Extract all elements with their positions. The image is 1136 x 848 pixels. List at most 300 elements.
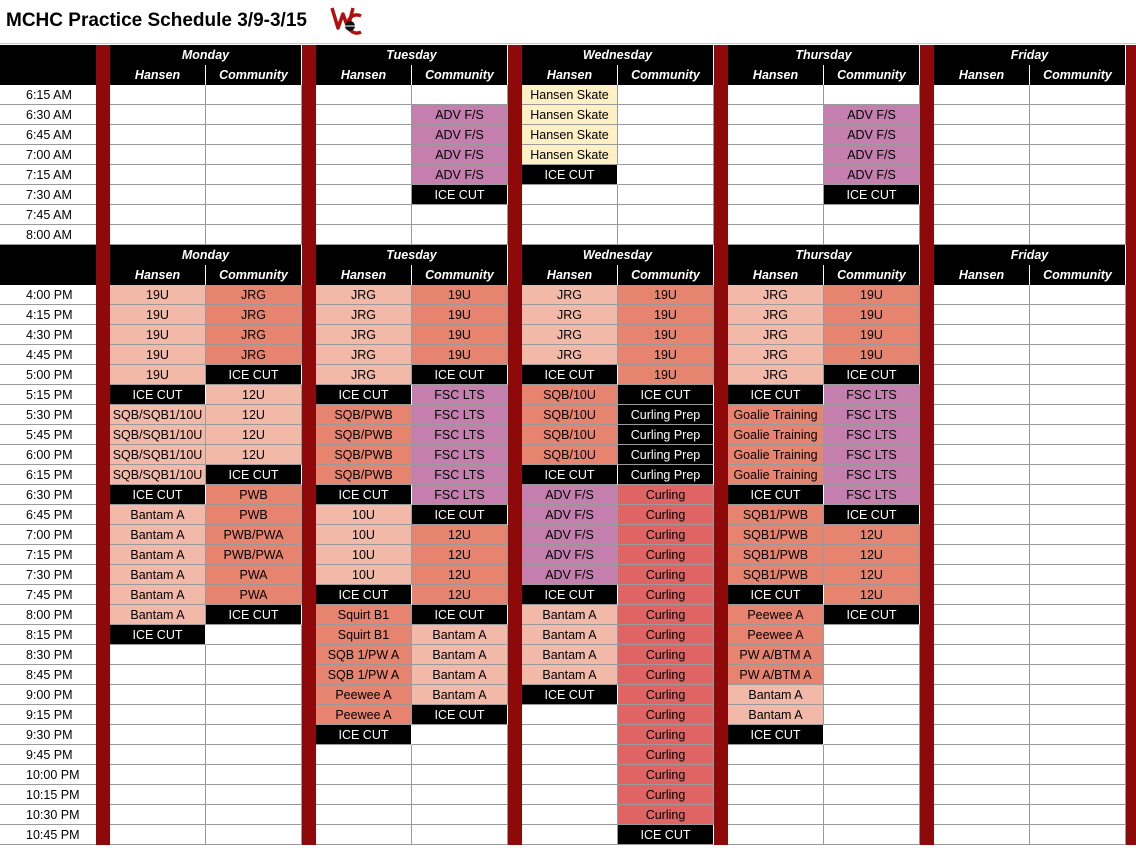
- empty-slot: [206, 785, 302, 805]
- time-label: 10:45 PM: [0, 825, 96, 845]
- empty-slot: [522, 725, 618, 745]
- header-corner: [0, 45, 96, 65]
- rink-header-hansen: Hansen: [728, 265, 824, 285]
- session-cell: 10U: [316, 545, 412, 565]
- time-label: 7:00 AM: [0, 145, 96, 165]
- empty-slot: [1030, 85, 1126, 105]
- session-cell: 19U: [110, 305, 206, 325]
- session-cell: ADV F/S: [522, 505, 618, 525]
- empty-slot: [824, 765, 920, 785]
- session-cell: JRG: [728, 345, 824, 365]
- empty-slot: [206, 665, 302, 685]
- time-label: 10:30 PM: [0, 805, 96, 825]
- time-label: 5:15 PM: [0, 385, 96, 405]
- session-cell: ICE CUT: [728, 485, 824, 505]
- empty-slot: [728, 225, 824, 245]
- empty-slot: [1030, 205, 1126, 225]
- session-cell: ICE CUT: [618, 385, 714, 405]
- empty-slot: [206, 645, 302, 665]
- empty-slot: [1030, 525, 1126, 545]
- session-cell: ICE CUT: [110, 625, 206, 645]
- empty-slot: [618, 225, 714, 245]
- session-cell: FSC LTS: [412, 425, 508, 445]
- empty-slot: [934, 545, 1030, 565]
- session-cell: SQB/SQB1/10U: [110, 465, 206, 485]
- session-cell: Bantam A: [522, 625, 618, 645]
- rink-header-hansen: Hansen: [316, 65, 412, 85]
- session-cell: SQB/PWB: [316, 425, 412, 445]
- session-cell: Curling Prep: [618, 465, 714, 485]
- session-cell: FSC LTS: [412, 465, 508, 485]
- rink-header-hansen: Hansen: [522, 265, 618, 285]
- empty-slot: [728, 185, 824, 205]
- empty-slot: [1030, 705, 1126, 725]
- time-label: 8:00 PM: [0, 605, 96, 625]
- empty-slot: [1030, 225, 1126, 245]
- session-cell: ICE CUT: [522, 365, 618, 385]
- time-label: 6:30 AM: [0, 105, 96, 125]
- empty-slot: [206, 725, 302, 745]
- empty-slot: [316, 145, 412, 165]
- empty-slot: [522, 825, 618, 845]
- page-title: MCHC Practice Schedule 3/9-3/15: [6, 10, 307, 31]
- session-cell: Hansen Skate: [522, 145, 618, 165]
- rink-header-community: Community: [412, 265, 508, 285]
- empty-slot: [1030, 185, 1126, 205]
- session-cell: 19U: [618, 325, 714, 345]
- session-cell: ADV F/S: [522, 545, 618, 565]
- empty-slot: [110, 825, 206, 845]
- session-cell: Squirt B1: [316, 625, 412, 645]
- session-cell: SQB/SQB1/10U: [110, 425, 206, 445]
- session-cell: SQB/PWB: [316, 465, 412, 485]
- session-cell: PWB: [206, 485, 302, 505]
- session-cell: PW A/BTM A: [728, 645, 824, 665]
- rink-header-hansen: Hansen: [110, 65, 206, 85]
- time-label: 9:00 PM: [0, 685, 96, 705]
- empty-slot: [934, 465, 1030, 485]
- empty-slot: [934, 345, 1030, 365]
- empty-slot: [1030, 105, 1126, 125]
- session-cell: Peewee A: [728, 625, 824, 645]
- session-cell: Curling: [618, 565, 714, 585]
- day-header-thursday: Thursday: [728, 45, 920, 65]
- session-cell: ADV F/S: [522, 565, 618, 585]
- session-cell: ICE CUT: [412, 365, 508, 385]
- empty-slot: [824, 825, 920, 845]
- empty-slot: [824, 665, 920, 685]
- session-cell: SQB/10U: [522, 385, 618, 405]
- day-header-friday: Friday: [934, 45, 1126, 65]
- session-cell: PWB: [206, 505, 302, 525]
- empty-slot: [934, 805, 1030, 825]
- time-label: 4:30 PM: [0, 325, 96, 345]
- title-bar: [0, 0, 1136, 44]
- empty-slot: [522, 205, 618, 225]
- session-cell: Bantam A: [522, 605, 618, 625]
- time-label: 7:45 PM: [0, 585, 96, 605]
- rink-header-community: Community: [412, 65, 508, 85]
- empty-slot: [206, 185, 302, 205]
- session-cell: JRG: [316, 285, 412, 305]
- session-cell: 19U: [618, 285, 714, 305]
- session-cell: SQB 1/PW A: [316, 645, 412, 665]
- time-label: 7:45 AM: [0, 205, 96, 225]
- session-cell: Curling Prep: [618, 425, 714, 445]
- empty-slot: [934, 645, 1030, 665]
- session-cell: ICE CUT: [522, 685, 618, 705]
- session-cell: 19U: [110, 365, 206, 385]
- empty-slot: [934, 825, 1030, 845]
- day-header-tuesday: Tuesday: [316, 45, 508, 65]
- empty-slot: [1030, 445, 1126, 465]
- session-cell: Bantam A: [522, 665, 618, 685]
- empty-slot: [824, 85, 920, 105]
- empty-slot: [728, 105, 824, 125]
- empty-slot: [206, 745, 302, 765]
- empty-slot: [728, 785, 824, 805]
- time-label: 10:00 PM: [0, 765, 96, 785]
- session-cell: ICE CUT: [412, 705, 508, 725]
- day-header-wednesday: Wednesday: [522, 245, 714, 265]
- empty-slot: [110, 745, 206, 765]
- empty-slot: [110, 645, 206, 665]
- session-cell: 12U: [206, 445, 302, 465]
- empty-slot: [1030, 725, 1126, 745]
- session-cell: 10U: [316, 505, 412, 525]
- session-cell: 12U: [824, 545, 920, 565]
- time-label: 4:15 PM: [0, 305, 96, 325]
- session-cell: ICE CUT: [824, 365, 920, 385]
- empty-slot: [1030, 125, 1126, 145]
- header-corner: [0, 265, 96, 285]
- session-cell: 12U: [206, 385, 302, 405]
- session-cell: PW A/BTM A: [728, 665, 824, 685]
- session-cell: 12U: [412, 545, 508, 565]
- empty-slot: [934, 365, 1030, 385]
- rink-header-hansen: Hansen: [934, 65, 1030, 85]
- empty-slot: [110, 725, 206, 745]
- empty-slot: [206, 765, 302, 785]
- session-cell: ADV F/S: [522, 485, 618, 505]
- session-cell: 19U: [412, 305, 508, 325]
- empty-slot: [1030, 425, 1126, 445]
- empty-slot: [934, 305, 1030, 325]
- empty-slot: [316, 805, 412, 825]
- session-cell: JRG: [728, 305, 824, 325]
- session-cell: Bantam A: [412, 685, 508, 705]
- session-cell: 12U: [206, 405, 302, 425]
- time-label: 9:45 PM: [0, 745, 96, 765]
- empty-slot: [316, 765, 412, 785]
- empty-slot: [110, 225, 206, 245]
- empty-slot: [522, 765, 618, 785]
- session-cell: ICE CUT: [110, 485, 206, 505]
- empty-slot: [934, 385, 1030, 405]
- session-cell: Curling: [618, 525, 714, 545]
- empty-slot: [934, 525, 1030, 545]
- empty-slot: [934, 605, 1030, 625]
- session-cell: ADV F/S: [824, 105, 920, 125]
- empty-slot: [824, 225, 920, 245]
- empty-slot: [412, 725, 508, 745]
- empty-slot: [110, 205, 206, 225]
- session-cell: Goalie Training: [728, 425, 824, 445]
- empty-slot: [1030, 165, 1126, 185]
- session-cell: Curling: [618, 585, 714, 605]
- empty-slot: [316, 785, 412, 805]
- empty-slot: [728, 125, 824, 145]
- session-cell: JRG: [522, 305, 618, 325]
- empty-slot: [412, 225, 508, 245]
- time-label: 8:00 AM: [0, 225, 96, 245]
- time-label: 8:30 PM: [0, 645, 96, 665]
- session-cell: Bantam A: [110, 525, 206, 545]
- rink-header-community: Community: [206, 65, 302, 85]
- empty-slot: [1030, 585, 1126, 605]
- session-cell: ADV F/S: [412, 105, 508, 125]
- time-label: 4:45 PM: [0, 345, 96, 365]
- empty-slot: [206, 805, 302, 825]
- session-cell: 12U: [206, 425, 302, 445]
- empty-slot: [110, 765, 206, 785]
- session-cell: JRG: [316, 305, 412, 325]
- empty-slot: [1030, 565, 1126, 585]
- empty-slot: [110, 105, 206, 125]
- empty-slot: [1030, 145, 1126, 165]
- session-cell: Bantam A: [412, 625, 508, 645]
- session-cell: ICE CUT: [728, 385, 824, 405]
- session-cell: PWB/PWA: [206, 525, 302, 545]
- session-cell: ICE CUT: [110, 385, 206, 405]
- empty-slot: [728, 745, 824, 765]
- empty-slot: [934, 705, 1030, 725]
- session-cell: JRG: [206, 285, 302, 305]
- session-cell: Curling Prep: [618, 445, 714, 465]
- empty-slot: [110, 85, 206, 105]
- empty-slot: [1030, 365, 1126, 385]
- time-label: 5:30 PM: [0, 405, 96, 425]
- day-header-monday: Monday: [110, 245, 302, 265]
- session-cell: FSC LTS: [824, 405, 920, 425]
- session-cell: JRG: [206, 305, 302, 325]
- time-label: 10:15 PM: [0, 785, 96, 805]
- time-label: 6:00 PM: [0, 445, 96, 465]
- empty-slot: [1030, 325, 1126, 345]
- empty-slot: [934, 565, 1030, 585]
- empty-slot: [728, 765, 824, 785]
- session-cell: 19U: [824, 345, 920, 365]
- empty-slot: [206, 705, 302, 725]
- empty-slot: [206, 625, 302, 645]
- empty-slot: [934, 725, 1030, 745]
- day-divider: [714, 45, 728, 845]
- empty-slot: [934, 505, 1030, 525]
- empty-slot: [934, 785, 1030, 805]
- time-label: 6:45 AM: [0, 125, 96, 145]
- session-cell: ADV F/S: [412, 165, 508, 185]
- empty-slot: [110, 805, 206, 825]
- empty-slot: [824, 685, 920, 705]
- session-cell: Bantam A: [412, 665, 508, 685]
- schedule-grid: [0, 45, 1136, 845]
- rink-header-community: Community: [824, 265, 920, 285]
- empty-slot: [728, 165, 824, 185]
- empty-slot: [316, 185, 412, 205]
- session-cell: 12U: [412, 565, 508, 585]
- session-cell: JRG: [728, 285, 824, 305]
- empty-slot: [934, 205, 1030, 225]
- empty-slot: [728, 85, 824, 105]
- session-cell: PWA: [206, 585, 302, 605]
- empty-slot: [316, 825, 412, 845]
- time-label: 7:30 AM: [0, 185, 96, 205]
- session-cell: SQB 1/PW A: [316, 665, 412, 685]
- session-cell: Bantam A: [110, 545, 206, 565]
- empty-slot: [934, 285, 1030, 305]
- session-cell: Bantam A: [412, 645, 508, 665]
- empty-slot: [522, 785, 618, 805]
- empty-slot: [618, 185, 714, 205]
- empty-slot: [110, 665, 206, 685]
- empty-slot: [316, 125, 412, 145]
- session-cell: 19U: [110, 345, 206, 365]
- session-cell: ICE CUT: [316, 585, 412, 605]
- empty-slot: [1030, 805, 1126, 825]
- session-cell: Curling: [618, 765, 714, 785]
- rink-header-hansen: Hansen: [316, 265, 412, 285]
- empty-slot: [824, 705, 920, 725]
- session-cell: FSC LTS: [824, 425, 920, 445]
- time-label: 6:15 PM: [0, 465, 96, 485]
- empty-slot: [1030, 405, 1126, 425]
- session-cell: JRG: [728, 365, 824, 385]
- empty-slot: [316, 205, 412, 225]
- empty-slot: [1030, 505, 1126, 525]
- session-cell: Bantam A: [110, 605, 206, 625]
- session-cell: JRG: [728, 325, 824, 345]
- empty-slot: [206, 685, 302, 705]
- time-label: 7:00 PM: [0, 525, 96, 545]
- session-cell: 10U: [316, 565, 412, 585]
- rink-header-community: Community: [1030, 265, 1126, 285]
- empty-slot: [618, 205, 714, 225]
- session-cell: Goalie Training: [728, 405, 824, 425]
- session-cell: Curling: [618, 505, 714, 525]
- session-cell: Curling: [618, 725, 714, 745]
- empty-slot: [522, 225, 618, 245]
- session-cell: Curling: [618, 625, 714, 645]
- session-cell: SQB/SQB1/10U: [110, 405, 206, 425]
- session-cell: Curling Prep: [618, 405, 714, 425]
- time-label: 9:15 PM: [0, 705, 96, 725]
- session-cell: ICE CUT: [522, 585, 618, 605]
- empty-slot: [110, 125, 206, 145]
- session-cell: ICE CUT: [316, 725, 412, 745]
- session-cell: JRG: [522, 285, 618, 305]
- session-cell: Curling: [618, 745, 714, 765]
- session-cell: SQB1/PWB: [728, 505, 824, 525]
- empty-slot: [934, 325, 1030, 345]
- time-label: 6:15 AM: [0, 85, 96, 105]
- empty-slot: [934, 445, 1030, 465]
- session-cell: SQB/PWB: [316, 405, 412, 425]
- empty-slot: [412, 805, 508, 825]
- empty-slot: [110, 145, 206, 165]
- session-cell: JRG: [316, 325, 412, 345]
- time-label: 4:00 PM: [0, 285, 96, 305]
- session-cell: 10U: [316, 525, 412, 545]
- empty-slot: [934, 745, 1030, 765]
- session-cell: Bantam A: [728, 705, 824, 725]
- session-cell: JRG: [316, 345, 412, 365]
- rink-header-hansen: Hansen: [934, 265, 1030, 285]
- session-cell: ICE CUT: [316, 385, 412, 405]
- session-cell: SQB/SQB1/10U: [110, 445, 206, 465]
- empty-slot: [934, 125, 1030, 145]
- empty-slot: [522, 745, 618, 765]
- empty-slot: [824, 725, 920, 745]
- empty-slot: [934, 425, 1030, 445]
- session-cell: JRG: [206, 325, 302, 345]
- session-cell: 12U: [824, 525, 920, 545]
- session-cell: ICE CUT: [206, 365, 302, 385]
- session-cell: SQB1/PWB: [728, 545, 824, 565]
- empty-slot: [1030, 385, 1126, 405]
- empty-slot: [1030, 465, 1126, 485]
- empty-slot: [110, 165, 206, 185]
- session-cell: FSC LTS: [412, 485, 508, 505]
- session-cell: 19U: [412, 325, 508, 345]
- session-cell: FSC LTS: [824, 485, 920, 505]
- empty-slot: [824, 785, 920, 805]
- session-cell: FSC LTS: [824, 445, 920, 465]
- session-cell: SQB/PWB: [316, 445, 412, 465]
- session-cell: ICE CUT: [728, 585, 824, 605]
- session-cell: ICE CUT: [206, 465, 302, 485]
- session-cell: ADV F/S: [522, 525, 618, 545]
- empty-slot: [412, 205, 508, 225]
- session-cell: 12U: [412, 525, 508, 545]
- empty-slot: [1030, 625, 1126, 645]
- time-label: 7:15 PM: [0, 545, 96, 565]
- day-header-thursday: Thursday: [728, 245, 920, 265]
- empty-slot: [934, 765, 1030, 785]
- session-cell: FSC LTS: [824, 465, 920, 485]
- empty-slot: [1030, 485, 1126, 505]
- session-cell: Curling: [618, 685, 714, 705]
- session-cell: 19U: [110, 325, 206, 345]
- empty-slot: [206, 145, 302, 165]
- session-cell: Peewee A: [316, 685, 412, 705]
- empty-slot: [618, 145, 714, 165]
- session-cell: SQB/10U: [522, 425, 618, 445]
- session-cell: SQB1/PWB: [728, 525, 824, 545]
- session-cell: 19U: [824, 325, 920, 345]
- day-header-friday: Friday: [934, 245, 1126, 265]
- empty-slot: [728, 145, 824, 165]
- session-cell: Peewee A: [316, 705, 412, 725]
- empty-slot: [316, 225, 412, 245]
- empty-slot: [206, 165, 302, 185]
- empty-slot: [934, 145, 1030, 165]
- empty-slot: [728, 805, 824, 825]
- session-cell: Bantam A: [728, 685, 824, 705]
- session-cell: Curling: [618, 605, 714, 625]
- empty-slot: [618, 165, 714, 185]
- session-cell: 19U: [618, 345, 714, 365]
- empty-slot: [316, 745, 412, 765]
